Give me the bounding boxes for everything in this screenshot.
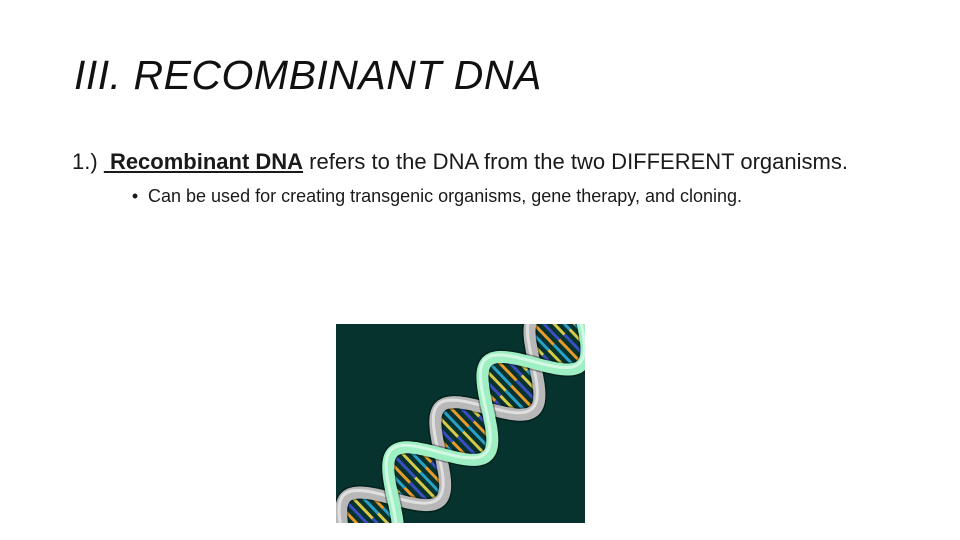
- point-1: [72, 148, 892, 176]
- bullet-item: [128, 184, 892, 208]
- bullet-marker: •: [131, 186, 139, 206]
- point-text: refers to the DNA from the two DIFFERENT organisms.: [303, 149, 848, 174]
- bullet-text: Can be used for creating transgenic organisms, gene therapy, and cloning.: [148, 186, 743, 206]
- dna-helix-icon: [336, 324, 585, 523]
- slide-title: III. RECOMBINANT DNA: [74, 52, 542, 98]
- point-number: 1.): [72, 149, 98, 174]
- dna-helix-image: [336, 324, 585, 523]
- helix-strands: [339, 324, 585, 523]
- grey-strand-highlight: [339, 324, 585, 523]
- slide-body: [72, 148, 892, 208]
- point-term: Recombinant DNA: [109, 149, 304, 174]
